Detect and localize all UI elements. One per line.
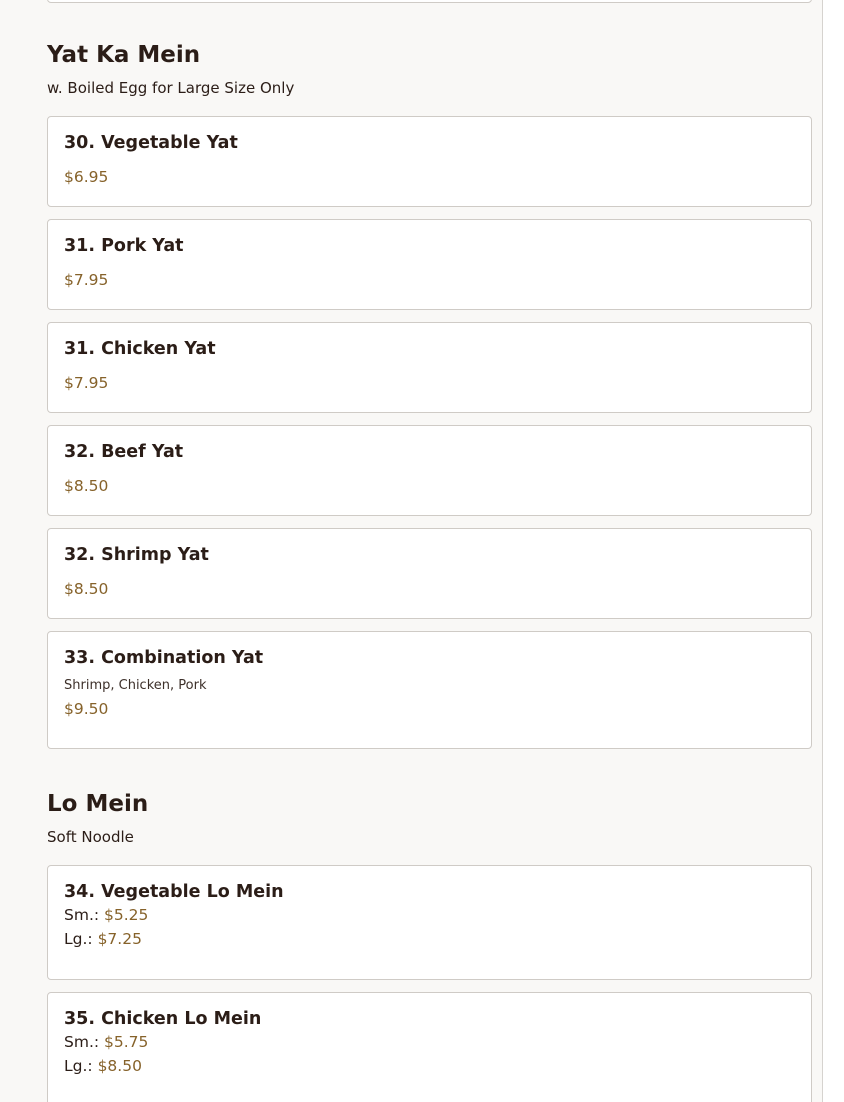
size-price: $8.50	[97, 1057, 142, 1075]
size-price: $5.25	[104, 906, 149, 924]
menu-item-card-partial[interactable]	[47, 0, 812, 3]
section-title: Lo Mein	[47, 791, 149, 817]
item-name: 31. Pork Yat	[64, 236, 184, 256]
section-subtitle: Soft Noodle	[47, 828, 134, 846]
item-name: 34. Vegetable Lo Mein	[64, 882, 284, 902]
section-title: Yat Ka Mein	[47, 42, 201, 68]
item-name: 32. Shrimp Yat	[64, 545, 209, 565]
menu-item-card[interactable]	[47, 992, 812, 1102]
menu-item-card[interactable]	[47, 631, 812, 749]
item-price: $6.95	[64, 168, 109, 186]
size-option	[64, 903, 795, 927]
menu-item-card[interactable]	[47, 528, 812, 619]
section-subtitle: w. Boiled Egg for Large Size Only	[47, 79, 295, 97]
size-price: $7.25	[97, 930, 142, 948]
size-label: Sm.:	[64, 906, 100, 924]
menu-item-card[interactable]	[47, 116, 812, 207]
menu-item-card[interactable]	[47, 425, 812, 516]
section-yat-ka-mein	[47, 40, 812, 761]
item-price: $7.95	[64, 374, 109, 392]
size-label: Lg.:	[64, 1057, 93, 1075]
item-name: 35. Chicken Lo Mein	[64, 1009, 262, 1029]
item-name: 30. Vegetable Yat	[64, 133, 238, 153]
item-name: 31. Chicken Yat	[64, 339, 216, 359]
item-description: Shrimp, Chicken, Pork	[64, 678, 207, 693]
size-option	[64, 1030, 795, 1054]
section-lo-mein	[47, 789, 812, 1102]
item-price: $7.95	[64, 271, 109, 289]
menu-item-card[interactable]	[47, 322, 812, 413]
item-name: 32. Beef Yat	[64, 442, 184, 462]
size-option	[64, 927, 795, 951]
item-price: $8.50	[64, 580, 109, 598]
item-price: $9.50	[64, 700, 109, 718]
size-option	[64, 1054, 795, 1078]
size-label: Sm.:	[64, 1033, 100, 1051]
menu-item-card[interactable]	[47, 219, 812, 310]
size-label: Lg.:	[64, 930, 93, 948]
size-price: $5.75	[104, 1033, 149, 1051]
item-price: $8.50	[64, 477, 109, 495]
item-name: 33. Combination Yat	[64, 648, 264, 668]
menu-item-card[interactable]	[47, 865, 812, 980]
